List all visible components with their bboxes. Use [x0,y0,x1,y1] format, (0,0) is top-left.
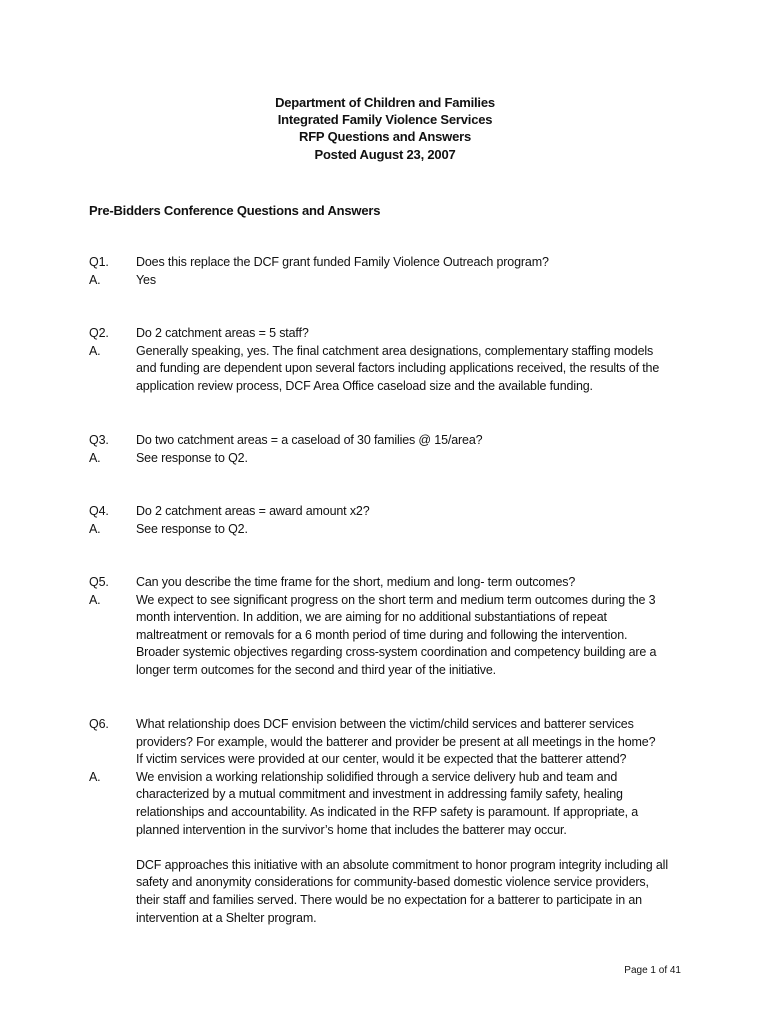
answer-label: A. [89,272,101,287]
question-row [89,716,689,769]
question-line: Does this replace the DCF grant funded Family Violence Outreach program? [136,255,549,269]
answer-text [136,272,689,290]
answer-label: A. [89,769,101,784]
question-line: Do 2 catchment areas = award amount x2? [136,504,370,518]
answer-row [89,769,689,927]
answer-line: Generally speaking, yes. The final catchment area designations, complementary staffing models [136,343,654,358]
answer-text [136,343,689,396]
question-text [136,254,689,272]
answer-row [89,343,689,396]
qa-item-q5 [89,574,689,680]
answer-row [89,272,689,290]
qa-item-q1 [89,254,689,289]
question-label: Q4. [89,504,109,518]
answer-line: We expect to see significant progress on the short term and medium term outcomes during the 3 [136,592,656,607]
question-label: Q6. [89,717,109,731]
answer-line: longer term outcomes for the second and third year of the initiative. [136,662,496,677]
answer-row [89,592,689,680]
question-label: Q5. [89,575,109,589]
qa-item-q4 [89,503,689,538]
section-title: Pre-Bidders Conference Questions and Answers [89,203,381,218]
answer-line: safety and anonymity considerations for community-based domestic violence service providers, [136,875,649,890]
answer-line: Yes [136,272,156,287]
answer-line: their staff and families served. There would be no expectation for a batterer to participate in an [136,892,642,907]
answer-line: characterized by a mutual commitment and investment in addressing family safety, healing [136,787,623,802]
question-text [136,716,689,769]
answer-text [136,769,689,927]
answer-text [136,592,689,680]
document-header [0,94,770,163]
question-row [89,254,689,272]
question-line: Do 2 catchment areas = 5 staff? [136,326,309,340]
question-row [89,574,689,592]
question-row [89,325,689,343]
question-text [136,503,689,521]
question-label: Q1. [89,255,109,269]
answer-line: relationships and accountability. As indicated in the RFP safety is paramount. If appropriate, a [136,804,639,819]
answer-line: We envision a working relationship solidified through a service delivery hub and team and [136,769,618,784]
question-text [136,432,689,450]
question-text [136,325,689,343]
answer-label: A. [89,343,101,358]
header-posted-date: Posted August 23, 2007 [314,146,456,162]
question-line: providers? For example, would the batterer and provider be present at all meetings in the home? [136,734,656,749]
question-line: Can you describe the time frame for the short, medium and long- term outcomes? [136,575,576,589]
answer-line: intervention at a Shelter program. [136,910,317,925]
page-number: Page 1 of 41 [624,965,681,976]
question-text [136,574,689,592]
answer-line: month intervention. In addition, we are aiming for no additional substantiations of repeat [136,610,607,625]
question-row [89,432,689,450]
answer-text [136,450,689,468]
answer-line: maltreatment or removals for a 6 month period of time during and following the intervention. [136,627,628,642]
question-row [89,503,689,521]
answer-label: A. [89,450,101,465]
question-line: If victim services were provided at our center, would it be expected that the batterer attend? [136,752,627,767]
header-program: Integrated Family Violence Services [277,112,493,128]
answer-label: A. [89,592,101,607]
question-line: What relationship does DCF envision between the victim/child services and batterer services [136,717,634,731]
answer-line: and funding are dependent upon several factors including applications received, the results of the [136,361,660,376]
question-label: Q3. [89,433,109,447]
answer-label: A. [89,521,101,536]
answer-line: Broader systemic objectives regarding cross-system coordination and competency building are a [136,645,657,660]
question-line: Do two catchment areas = a caseload of 30 families @ 15/area? [136,433,483,447]
answer-line: See response to Q2. [136,521,248,536]
question-label: Q2. [89,326,109,340]
answer-line: planned intervention in the survivor’s home that includes the batterer may occur. [136,822,567,837]
qa-item-q3 [89,432,689,467]
answer-row [89,521,689,539]
qa-item-q6 [89,716,689,927]
answer-row [89,450,689,468]
answer-line: See response to Q2. [136,450,248,465]
answer-line: application review process, DCF Area Office caseload size and the available funding. [136,378,593,393]
answer-text [136,521,689,539]
qa-item-q2 [89,325,689,395]
answer-paragraph-2 [136,857,689,927]
header-doc-type: RFP Questions and Answers [299,129,471,145]
header-department: Department of Children and Families [275,95,495,110]
answer-line: DCF approaches this initiative with an absolute commitment to honor program integrity including all [136,857,668,872]
